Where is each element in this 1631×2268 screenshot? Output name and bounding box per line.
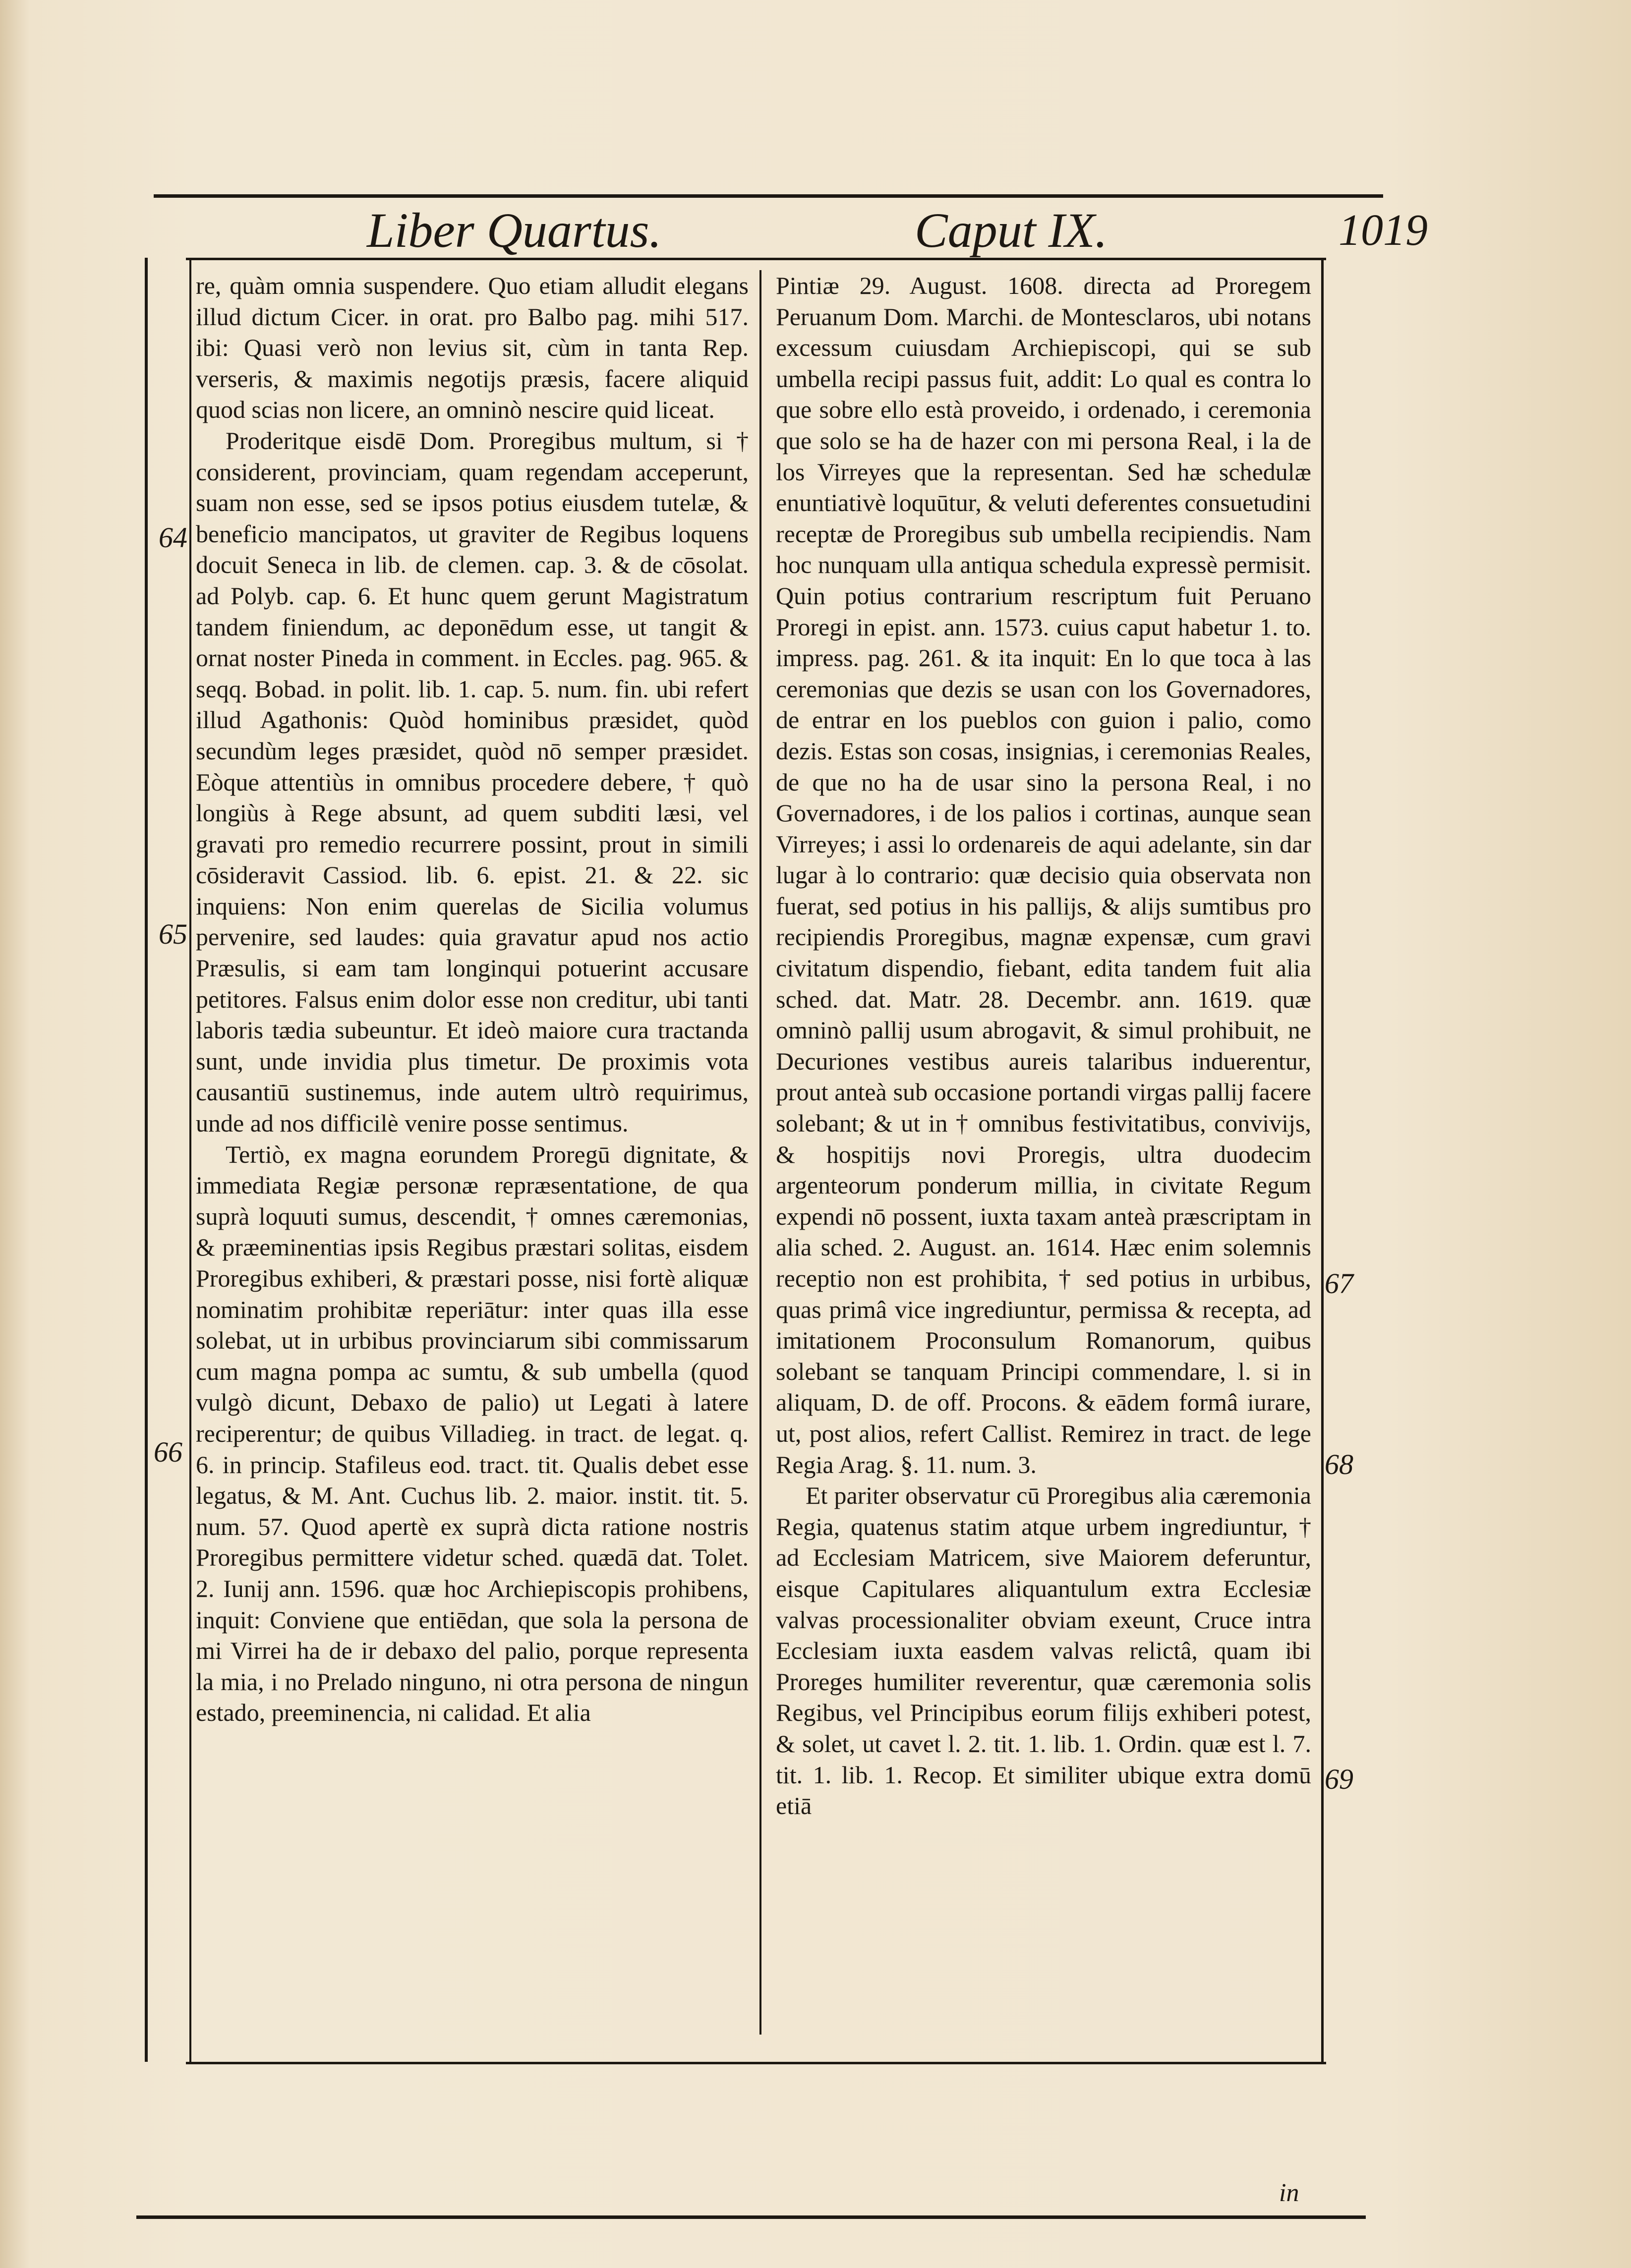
paragraph: Proderitque eisdē Dom. Proregibus multum, si † considerent, provinciam, quam regendam acceperunt, suam non esse, sed se ipsos potius eiusdem tutelæ, & beneficio mancipatos, ut graviter de Regibus loquens docuit Seneca in lib. de clemen. cap. 3. & de cōsolat. ad Polyb. cap. 6. Et hunc quem gerunt Magistratum tandem finiendum, ac deponēdum esse, ut tangit & ornat noster Pineda in comment. in Eccles. pag. 965. & seqq. Bobad. in polit. lib. 1. cap. 5. num. fin. ubi refert illud Agathonis: Quòd hominibus præsidet, quòd secundùm leges præsidet, quòd nō semper præsidet. Eòque attentiùs in omnibus procedere debere, † quò longiùs à Rege absunt, ad quem subditi læsi, vel gravati pro remedio recurrere possint, prout in simili cōsideravit Cassiod. lib. 6. epist. 21. & 22. sic inquiens: Non enim querelas de Sicilia volumus pervenire, sed laudes: quia gravatur apud nos actio Præsulis, si eam tam longinqui potuerint accusare petitores. Falsus enim dolor esse non creditur, ubi tanti laboris tædia subeuntur. Et ideò maiore cura tractanda sunt, unde invidia plus timetur. De proximis vota causantiū sustinemus, inde autem ultrò requirimus, unde ad nos difficilè venire posse sentimus. — [196, 426, 749, 1137]
margin-note-number: 65 — [159, 918, 187, 950]
paragraph: Tertiò, ex magna eorundem Proregū dignitate, & immediata Regiæ personæ repræsentatione, de qua suprà loquuti sumus, descendit, † omnes cæremonias, & præeminentias ipsis Regibus præstari solitas, eisdem Proregibus exhiberi, & præstari posse, nisi fortè aliquæ nominatim prohibitæ reperiātur: inter quas illa esse solebat, ut in urbibus provinciarum sibi commissarum cum magna pompa ac sumtu, & sub umbella (quod vulgò dicunt, Debaxo de palio) ut Legati à latere reciperentur; de quibus Villadieg. in tract. de legat. q. 6. in princip. Stafileus eod. tract. tit. Qualis debet esse legatus, & M. Ant. Cuchus lib. 2. maior. instit. tit. 5. num. 57. Quod apertè ex suprà dicta ratione nostris Proregibus permittere videtur sched. quædā dat. Tolet. 2. Iunij ann. 1596. quæ hoc Archiepiscopis prohibens, inquit: Conviene que entiēdan, que sola la persona de mi Virrei ha de ir debaxo del palio, porque representa la mia, i no Prelado ninguno, ni otra persona de ningun estado, preeminencia, ni calidad. Et alia — [196, 1140, 749, 1727]
left-text-column — [196, 270, 749, 2035]
frame-right-rule — [1321, 258, 1324, 2062]
paragraph: Et pariter observatur cū Proregibus alia cæremonia Regia, quatenus statim atque urbem ingrediuntur, † ad Ecclesiam Matricem, sive Maiorem deferuntur, eisque Capitulares aliquantulum extra Ecclesiæ valvas processionaliter obviam exeunt, Cruce intra Ecclesiam iuxta easdem valvas relictâ, quam ibi Proreges humiliter reverentur, quæ cæremonia solis Regibus, vel Principibus eorum filijs exhiberi potest, & solet, ut cavet l. 2. tit. 1. lib. 1. Ordin. quæ est l. 7. tit. 1. lib. 1. Recop. Et similiter ubique extra domū etiā — [776, 1481, 1311, 1820]
margin-note-number: 67 — [1325, 1267, 1353, 1300]
paragraph: Pintiæ 29. August. 1608. directa ad Proregem Peruanum Dom. Marchi. de Montesclaros, ubi notans excessum cuiusdam Archiepiscopi, qui se sub umbella recipi passus fuit, addit: Lo qual es contra lo que sobre ello està proveido, i ordenado, i ceremonia que solo se ha de hazer con mi persona Real, i la de los Virreyes que la representan. Sed hæ schedulæ enuntiativè loquūtur, & veluti deferentes consuetudini receptæ de Proregibus sub umbella recipiendis. Nam hoc nunquam ulla antiqua schedula expressè permisit. Quin potius contrarium rescriptum fuit Peruano Proregi in epist. ann. 1573. cuius caput habetur 1. to. impress. pag. 261. & ita inquit: En lo que toca à las ceremonias que dezis se usan con los Governadores, de entrar en los pueblos con guion i palio, como dezis. Estas son cosas, insignias, i ceremonias Reales, de que no ha de usar sino la persona Real, i no Governadores, i de los palios i cortinas, aunque sean Virreyes; i assi lo ordenareis de aqui adelante, sin dar lugar à lo contrario: quæ decisio quia observata non fuerat, sed potius in his pallijs, & alijs sumtibus pro recipiendis Proregibus, magnæ expensæ, cum gravi civitatum dispendio, fiebant, edita tandem fuit alia sched. dat. Matr. 28. Decembr. ann. 1619. quæ omninò pallij usum abrogavit, & simul prohibuit, ne Decuriones vestibus aureis talaribus induerentur, prout anteà sub occasione portandi virgas pallij facere solebant; & ut in † omnibus festivitatibus, convivijs, & hospitijs novi Proregis, ultra duodecim argenteorum ponderum millia, in civitate Regum expendi nō possent, iuxta taxam anteà præscriptam in alia sched. 2. August. an. 1614. Hæc enim solemnis receptio non est prohibita, † sed potius in urbibus, quas primâ vice ingrediuntur, permissa & recepta, ad imitationem Proconsulum Romanorum, quibus solebant se tanquam Principi commendare, l. si in aliquam, D. de off. Procons. & eādem formâ iurare, ut, post alios, refert Callist. Remirez in tract. de lege Regia Arag. §. 11. num. 3. — [776, 272, 1311, 1478]
right-text-column — [776, 270, 1311, 2035]
footer-rule — [186, 2062, 1326, 2064]
margin-note-number: 64 — [159, 521, 187, 554]
page-bottom-rule — [136, 2215, 1366, 2219]
frame-left-rule — [145, 258, 148, 2062]
header-rule-bottom — [186, 258, 1326, 260]
margin-note-number: 66 — [154, 1436, 182, 1468]
page-number: 1019 — [1339, 206, 1428, 255]
frame-inner-left-rule — [189, 258, 191, 2062]
column-divider-rule — [759, 270, 761, 2035]
margin-note-number: 68 — [1325, 1448, 1353, 1480]
paragraph: re, quàm omnia suspendere. Quo etiam alludit elegans illud dictum Cicer. in orat. pro Balbo pag. mihi 517. ibi: Quasi verò non levius sit, cùm in tanta Rep. verseris, & maximis negotijs præsis, facere aliquid quod scias non licere, an omninò nescire quid liceat. — [196, 272, 749, 424]
running-head-title: Liber Quartus. — [367, 203, 662, 258]
running-head-chapter: Caput IX. — [915, 203, 1107, 258]
catchword: in — [1279, 2179, 1299, 2207]
margin-note-number: 69 — [1325, 1763, 1353, 1795]
header-rule-top — [154, 194, 1383, 198]
